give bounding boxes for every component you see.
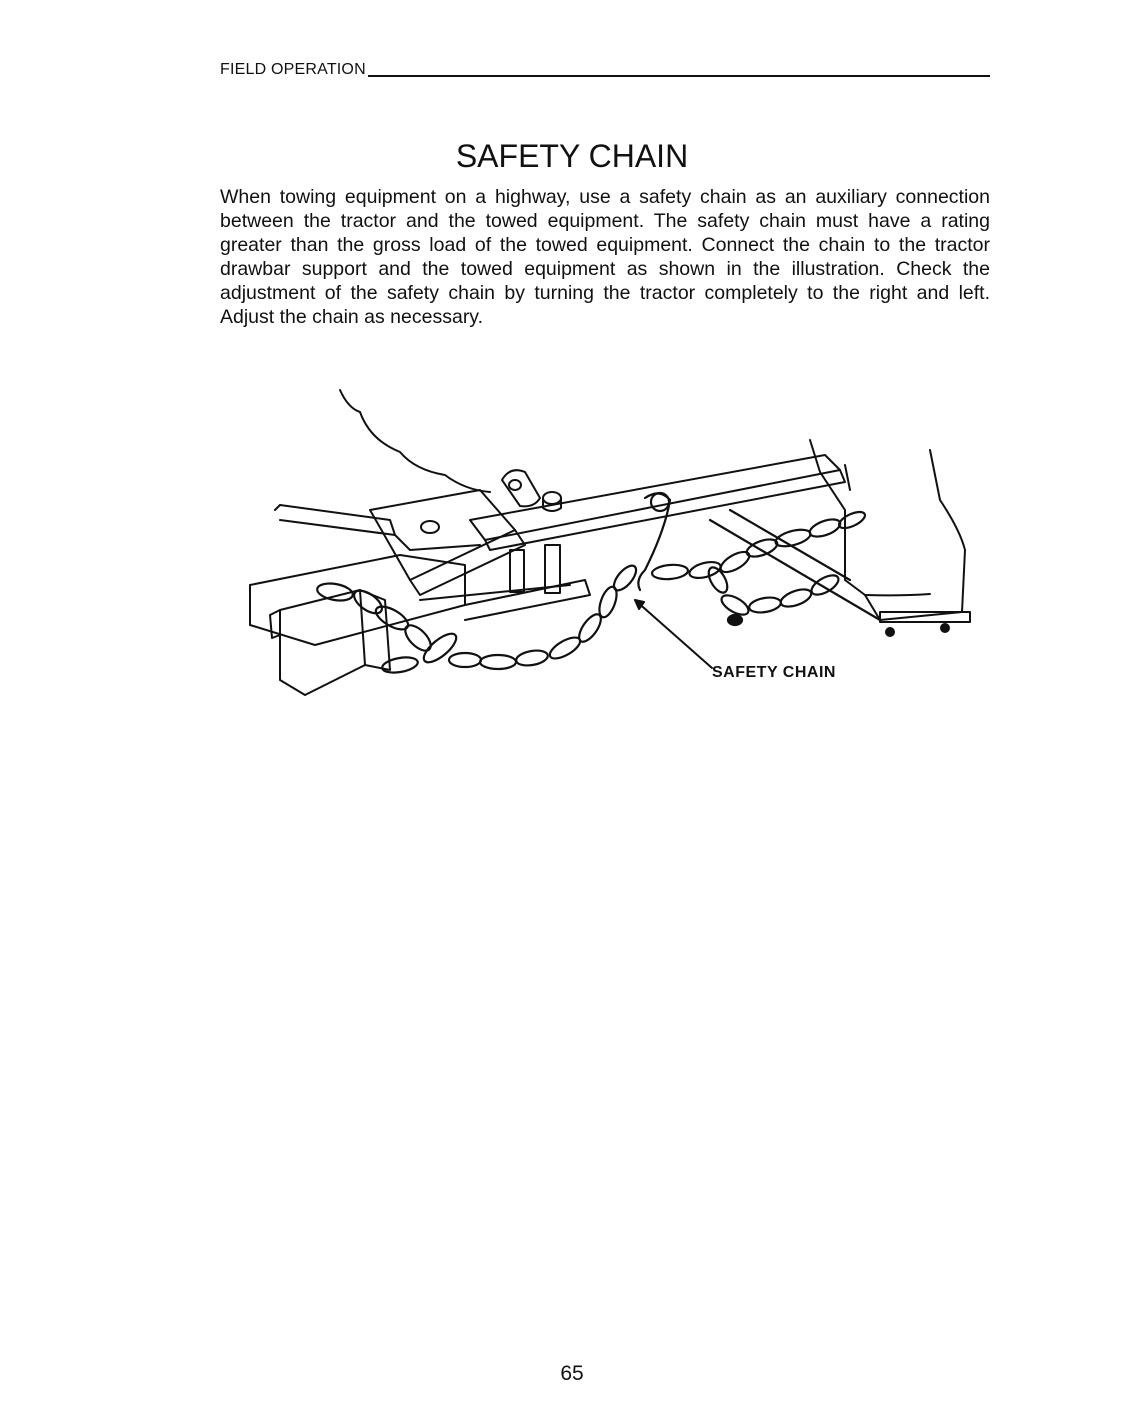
page-header <box>220 58 990 78</box>
figure-label: SAFETY CHAIN <box>712 664 836 681</box>
page-title: SAFETY CHAIN <box>455 138 689 174</box>
body-paragraph: When towing equipment on a highway, use a safety chain as an auxiliary connection between the tractor and the towed equipment. The safety chain must have a rating greater than the gross load of the towed equipment. Connect the chain to the tractor drawbar support and the towed equipment as shown in the illustration. Check the adjustment of the safety chain by turning the tractor completely to the right and left. Adjust the chain as necessary. <box>220 186 990 328</box>
page-number: 65 <box>560 1362 584 1385</box>
safety-chain-illustration <box>240 380 1000 710</box>
label-arrow <box>635 600 712 668</box>
section-title: FIELD OPERATION <box>220 61 366 78</box>
safety-chain <box>316 493 880 675</box>
header-rule <box>368 75 990 77</box>
